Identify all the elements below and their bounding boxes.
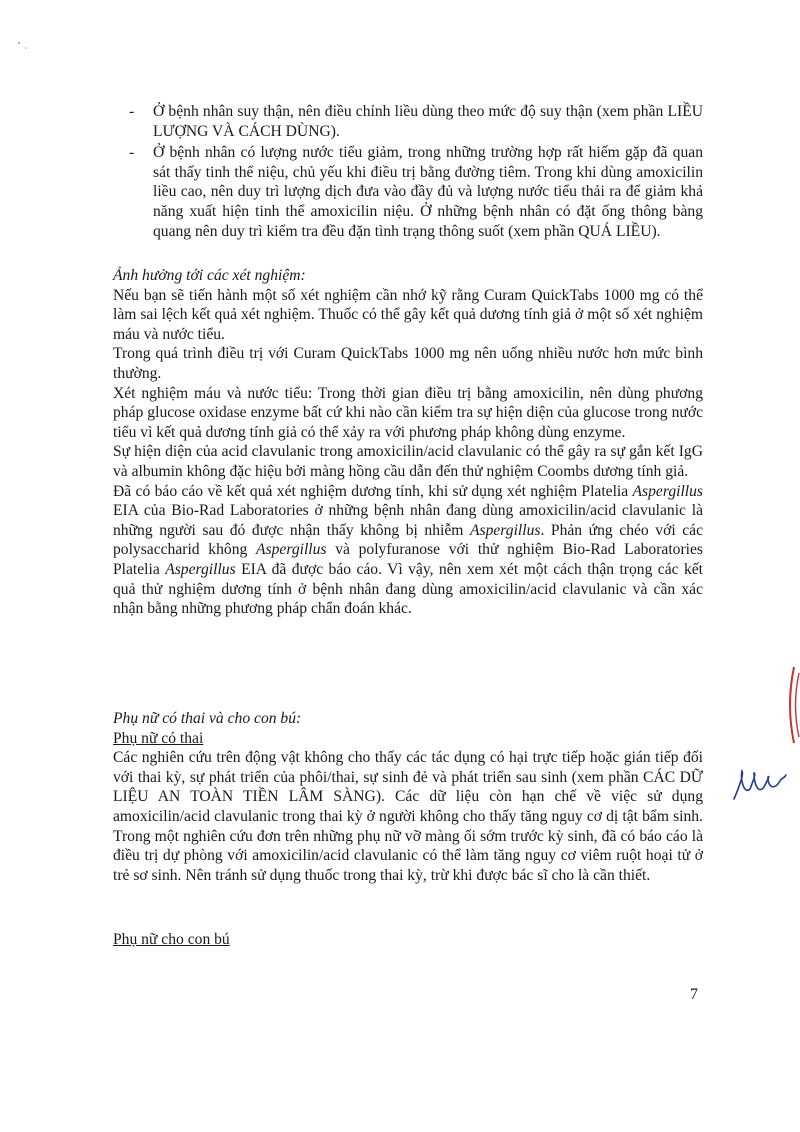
- lab-paragraph: Xét nghiệm máu và nước tiểu: Trong thời gian điều trị bằng amoxicilin, nên dùng phương pháp glucose oxidase enzyme bất cứ khi nào cần kiểm tra sự hiện diện của glucose trong nước tiểu vì kết quả dương tính giả có thể xảy ra với phương pháp không dùng enzyme.: [113, 384, 703, 441]
- page-number: 7: [690, 986, 698, 1003]
- pregnant-subheading: Phụ nữ có thai: [113, 729, 204, 747]
- pregnancy-section: [113, 709, 703, 885]
- pregnancy-heading: Phụ nữ có thai và cho con bú:: [113, 710, 302, 727]
- lab-heading: Ảnh hưởng tới các xét nghiệm:: [113, 267, 306, 284]
- breastfeeding-subheading: Phụ nữ cho con bú: [113, 931, 230, 948]
- breastfeeding-section: [113, 930, 703, 950]
- lab-paragraph: Nếu bạn sẽ tiến hành một số xét nghiệm cần nhớ kỹ rằng Curam QuickTabs 1000 mg có thể làm sai lệch kết quả xét nghiệm. Thuốc có thể gây kết quả dương tính giả ở một số xét nghiệm máu và nước tiểu.: [113, 286, 703, 343]
- stamp-fragment: [780, 665, 800, 745]
- signature-mark: [730, 765, 790, 805]
- bullet-item-renal: - Ở bệnh nhân suy thận, nên điều chỉnh liều dùng theo mức độ suy thận (xem phần LIỀU LƯỢNG VÀ CÁCH DÙNG).: [113, 102, 703, 141]
- pregnant-paragraph: Các nghiên cứu trên động vật không cho thấy các tác dụng có hại trực tiếp hoặc gián tiếp đối với thai kỳ, sự phát triển của phôi/thai, sự sinh đẻ và phát triển sau sinh (xem phần CÁC DỮ LIỆU AN TOÀN TIỀN LÂM SÀNG). Các dữ liệu còn hạn chế về việc sử dụng amoxicilin/acid clavulanic trong thai kỳ ở người không cho thấy tăng nguy cơ dị tật bẩm sinh. Trong một nghiên cứu đơn trên những phụ nữ vỡ màng ối sớm trước kỳ sinh, đã có báo cáo là điều trị dự phòng với amoxicilin/acid clavulanic có thể làm tăng nguy cơ viêm ruột hoại tử ở trẻ sơ sinh. Nên tránh sử dụng thuốc trong thai kỳ, trừ khi được bác sĩ cho là cần thiết.: [113, 749, 703, 884]
- lab-paragraph: Sự hiện diện của acid clavulanic trong amoxicilin/acid clavulanic có thể gây ra sự gắn kết IgG và albumin không đặc hiệu bởi màng hồng cầu dẫn đến thử nghiệm Coombs dương tính giả.: [113, 443, 703, 480]
- aspergillus-paragraph: Đã có báo cáo về kết quả xét nghiệm dương tính, khi sử dụng xét nghiệm Platelia Aspergillus EIA của Bio-Rad Laboratories ở những bệnh nhân đang dùng amoxicilin/acid clavulanic là những người sau đó được nhận thấy không bị nhiễm Aspergillus. Phản ứng chéo với các polysaccharid không Aspergillus và polyfuranose với thử nghiệm Bio-Rad Laboratories Platelia Aspergillus EIA đã được báo cáo. Vì vậy, nên xem xét một cách thận trọng các kết quả thử nghiệm dương tính ở bệnh nhân đang dùng amoxicilin/acid clavulanic và cần xác nhận bằng những phương pháp chẩn đoán khác.: [113, 482, 704, 618]
- lab-paragraph: Trong quá trình điều trị với Curam QuickTabs 1000 mg nên uống nhiều nước hơn mức bình thường.: [113, 345, 703, 382]
- scan-corner-marks: [16, 40, 36, 52]
- lab-section: [113, 266, 703, 619]
- bullet-list: [113, 102, 703, 243]
- bullet-item-crystalluria: - Ở bệnh nhân có lượng nước tiểu giảm, trong những trường hợp rất hiếm gặp đã quan sát thấy tinh thể niệu, chủ yếu khi điều trị bằng đường tiêm. Trong khi dùng amoxicilin liều cao, nên duy trì lượng dịch đưa vào đầy đủ và lượng nước tiểu thải ra để giảm khả năng xuất hiện tinh thể amoxicilin niệu. Ở những bệnh nhân có đặt ống thông bàng quang nên duy trì kiểm tra đều đặn tình trạng thông suốt (xem phần QUÁ LIỀU).: [113, 143, 703, 241]
